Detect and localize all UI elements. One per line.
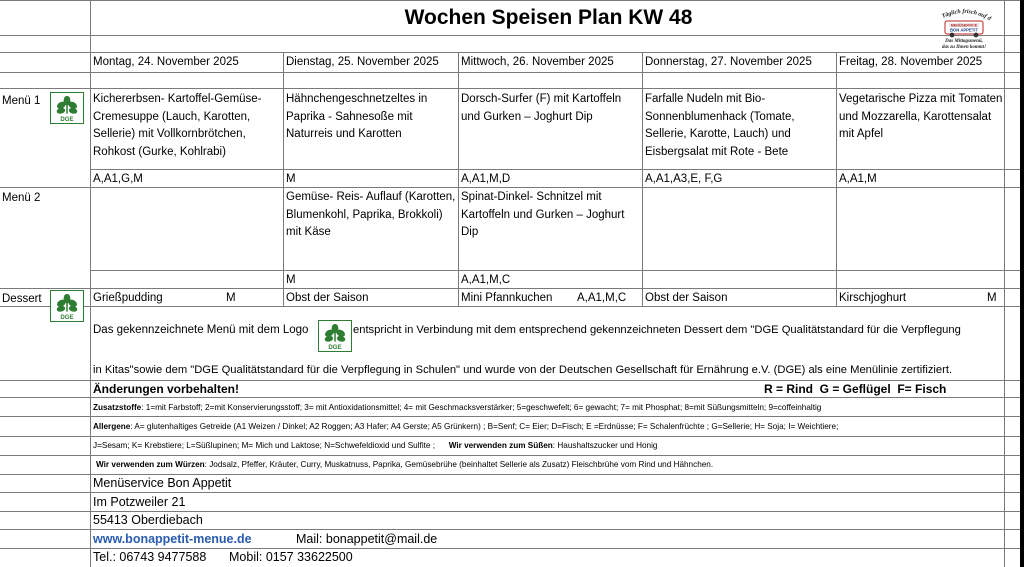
- dge-logo-icon: [50, 92, 84, 124]
- svg-text:Täglich frisch auf den Tisch: Täglich frisch auf d: [941, 8, 992, 23]
- phone-number: Tel.: 06743 9477588: [93, 550, 207, 564]
- menu1-allergen-wednesday: A,A1,M,D: [461, 173, 511, 185]
- changes-notice: Änderungen vorbehalten!: [93, 382, 240, 396]
- website-link[interactable]: www.bonappetit-menue.de: [93, 532, 252, 546]
- svg-text:DGE: DGE: [60, 116, 74, 123]
- sheet-edge: [1020, 0, 1024, 567]
- menu1-dish-monday: Kichererbsen- Kartoffel-Gemüse-Cremesuppe (Lauch, Karotten, Sellerie) mit Vollkornbrötchen, Rohkost (Gurke, Kohlrabi): [93, 93, 262, 158]
- company-city: 55413 Oberdiebach: [93, 513, 203, 527]
- svg-text:Das Mittagsmenü,: Das Mittagsmenü,: [945, 39, 983, 44]
- dessert-name-monday: Grießpudding: [93, 292, 163, 304]
- dge-note-line1-end: entspricht in Verbindung mit dem entsprechend gekennzeichneten Dessert dem "DGE Qualitätstandard für die Verpflegung: [353, 324, 961, 336]
- dessert-name-tuesday: Obst der Saison: [286, 292, 369, 304]
- svg-text:das zu Ihnen kommt!: das zu Ihnen kommt!: [941, 45, 987, 50]
- allergens-line1: Allergene: A= glutenhaltiges Getreide (A1 Weizen / Dinkel; A2 Roggen; A3 Hafer; A4 Gerste; A5 Grünkern) ; B=Senf; C= Eier; D=Fisch; E =Erdnüsse; F= Schalenfrüchte ; G=Sellerie; H= Soja; I= Weichtiere;: [93, 422, 839, 431]
- menu1-allergen-thursday: A,A1,A3,E, F,G: [645, 173, 723, 185]
- page-title: Wochen Speisen Plan KW 48: [404, 6, 693, 29]
- dge-note-line2: in Kitas"sowie dem "DGE Qualitätstandard für die Verpflegung in Schulen" und wurde von der Deutschen Gesellschaft für Ernährung e.V. (DGE) als eine Menülinie zertifiziert.: [93, 364, 953, 376]
- menu2-allergen-wednesday: A,A1,M,C: [461, 274, 511, 286]
- menu2-dish-tuesday: Gemüse- Reis- Auflauf (Karotten, Blumenkohl, Paprika, Brokkoli) mit Käse: [286, 191, 456, 238]
- dessert-allergen-friday: M: [987, 292, 997, 304]
- bon-appetit-logo: [925, 8, 1003, 50]
- meat-legend: R = Rind G = Geflügel F= Fisch: [764, 382, 947, 396]
- dessert-name-friday: Kirschjoghurt: [839, 292, 907, 304]
- mail-address[interactable]: Mail: bonappetit@mail.de: [296, 532, 438, 546]
- company-street: Im Potzweiler 21: [93, 495, 186, 509]
- menu2-label: Menü 2: [2, 192, 41, 204]
- dessert-label: Dessert: [2, 293, 42, 305]
- dge-note-line1-start: Das gekennzeichnete Menü mit dem Logo: [93, 324, 309, 336]
- dessert-name-wednesday: Mini Pfannkuchen: [461, 292, 553, 304]
- day-header-monday: Montag, 24. November 2025: [93, 56, 239, 68]
- svg-text:BON APPETIT: BON APPETIT: [950, 27, 978, 33]
- svg-text:DGE: DGE: [60, 314, 74, 321]
- allergens-line2: J=Sesam; K= Krebstiere; L=Süßlupinen; M= Mich und Laktose; N=Schwefeldioxid und Sulfite ; Wir verwenden zum Süßen: Haushaltszucker und Honig: [93, 441, 658, 450]
- dessert-allergen-wednesday: A,A1,M,C: [577, 292, 627, 304]
- day-header-thursday: Donnerstag, 27. November 2025: [645, 56, 812, 68]
- additives-line: Zusatzstoffe: 1=mit Farbstoff; 2=mit Konservierungsstoff; 3= mit Antioxidationsmittel; 4= mit Geschmacksverstärker; 5=geschwefelt; 6= gewacht; 7= mit Phosphat; 8=mit Süßungsmitteln; 9=coffeinhaltig: [93, 403, 822, 412]
- menu1-dish-friday: Vegetarische Pizza mit Tomaten und Mozzarella, Karottensalat mit Apfel: [839, 93, 1003, 140]
- day-header-wednesday: Mittwoch, 26. November 2025: [461, 56, 614, 68]
- menu1-allergen-tuesday: M: [286, 173, 296, 185]
- menu2-dish-wednesday: Spinat-Dinkel- Schnitzel mit Kartoffeln und Gurken – Joghurt Dip: [461, 191, 625, 238]
- mobile-number: Mobil: 0157 33622500: [229, 550, 353, 564]
- svg-text:DGE: DGE: [328, 344, 342, 351]
- day-header-friday: Freitag, 28. November 2025: [839, 56, 983, 68]
- company-name: Menüservice Bon Appetit: [93, 476, 232, 490]
- menu1-dish-thursday: Farfalle Nudeln mit Bio-Sonnenblumenhack (Tomate, Sellerie, Karotte, Lauch) und Eisbergsalat mit Rote - Bete: [645, 93, 795, 158]
- menu1-allergen-monday: A,A1,G,M: [93, 173, 143, 185]
- menu1-dish-tuesday: Hähnchengeschnetzeltes in Paprika - Sahnesoße mit Naturreis und Karotten: [286, 93, 428, 140]
- dessert-name-thursday: Obst der Saison: [645, 292, 728, 304]
- menu1-label: Menü 1: [2, 95, 41, 107]
- menu1-dish-wednesday: Dorsch-Surfer (F) mit Kartoffeln und Gurken – Joghurt Dip: [461, 93, 622, 123]
- svg-text:MENÜSERVICE: MENÜSERVICE: [950, 23, 978, 28]
- dge-logo-icon: [318, 320, 352, 352]
- day-header-tuesday: Dienstag, 25. November 2025: [286, 56, 439, 68]
- seasoning-line: Wir verwenden zum Würzen: Jodsalz, Pfeffer, Kräuter, Curry, Muskatnuss, Paprika, Gemüsebrühe (beinhaltet Sellerie als Zusatz) Fleischbrühe vom Rind und Hähnchen.: [96, 460, 714, 469]
- menu1-allergen-friday: A,A1,M: [839, 173, 877, 185]
- dessert-allergen-monday: M: [226, 292, 236, 304]
- dge-logo-icon: [50, 290, 84, 322]
- menu2-allergen-tuesday: M: [286, 274, 296, 286]
